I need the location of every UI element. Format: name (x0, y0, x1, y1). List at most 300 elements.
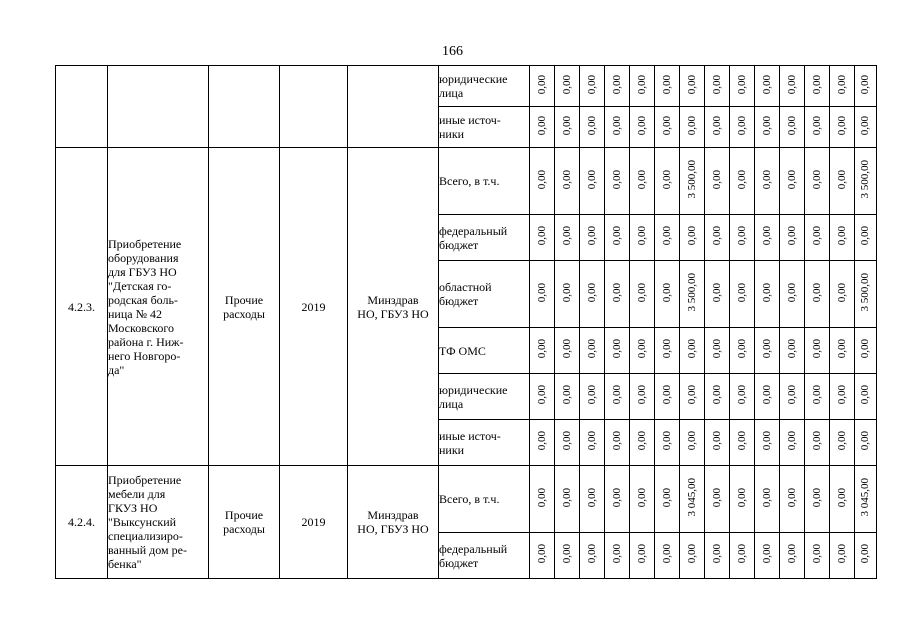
value-cell (655, 148, 680, 215)
value-text: 0,00 (635, 544, 648, 564)
value-cell (605, 466, 630, 533)
value-text: 0,00 (859, 74, 871, 95)
value-cell (630, 148, 655, 215)
value-cell (680, 261, 705, 328)
value-cell (730, 420, 755, 466)
value-text: 0,00 (635, 169, 648, 190)
value-cell (705, 466, 730, 533)
value-cell (605, 215, 630, 261)
value-cell (805, 66, 830, 107)
value-text: 0,00 (810, 339, 823, 359)
value-cell (555, 374, 580, 420)
value-text: 0,00 (635, 282, 648, 303)
value-cell (630, 374, 655, 420)
value-cell (730, 328, 755, 374)
value-cell (580, 66, 605, 107)
value-cell (780, 261, 805, 328)
funding-source: Всего, в т.ч. (439, 466, 530, 533)
value-cell (730, 66, 755, 107)
value-text: 0,00 (810, 385, 823, 405)
value-cell (755, 533, 780, 579)
value-cell (855, 420, 877, 466)
value-cell (755, 374, 780, 420)
value-text: 0,00 (585, 115, 598, 136)
value-text: 0,00 (810, 544, 823, 564)
value-cell (755, 420, 780, 466)
value-text: 0,00 (610, 169, 623, 190)
value-text: 0,00 (585, 339, 598, 359)
value-cell (755, 328, 780, 374)
executor: Минздрав НО, ГБУЗ НО (348, 148, 439, 466)
value-text: 0,00 (710, 385, 723, 405)
value-cell (555, 420, 580, 466)
value-cell (805, 261, 830, 328)
funding-source: юридические лица (439, 66, 530, 107)
value-cell (555, 148, 580, 215)
value-cell (605, 328, 630, 374)
value-text: 0,00 (610, 487, 623, 508)
funding-source: юридические лица (439, 374, 530, 420)
value-cell (630, 533, 655, 579)
value-cell (755, 148, 780, 215)
value-text: 0,00 (810, 487, 823, 508)
value-text: 0,00 (585, 487, 598, 508)
value-text: 0,00 (760, 115, 773, 136)
value-text: 0,00 (835, 385, 848, 405)
funding-source: Всего, в т.ч. (439, 148, 530, 215)
value-text: 0,00 (560, 487, 573, 508)
value-text: 0,00 (710, 431, 723, 451)
expense-type: Прочие расходы (209, 148, 280, 466)
year-cell (280, 66, 348, 148)
value-text: 0,00 (835, 226, 848, 246)
value-cell (705, 148, 730, 215)
value-text: 0,00 (785, 431, 798, 451)
expense-type: Прочие расходы (209, 466, 280, 579)
value-cell (755, 215, 780, 261)
value-text: 0,00 (635, 226, 648, 246)
value-cell (830, 420, 855, 466)
value-text: 0,00 (535, 115, 548, 136)
value-text: 0,00 (660, 169, 673, 190)
funding-source: ТФ ОМС (439, 328, 530, 374)
value-text: 0,00 (660, 544, 673, 564)
num-cell (56, 66, 108, 148)
value-cell (705, 328, 730, 374)
value-cell (780, 374, 805, 420)
value-text: 0,00 (560, 431, 573, 451)
value-text: 0,00 (735, 544, 748, 564)
value-cell (730, 215, 755, 261)
value-cell (705, 420, 730, 466)
value-cell (805, 420, 830, 466)
value-cell (780, 215, 805, 261)
value-text: 0,00 (810, 115, 823, 136)
value-text: 0,00 (635, 431, 648, 451)
value-cell (730, 261, 755, 328)
value-text: 0,00 (535, 431, 548, 451)
value-text: 0,00 (810, 74, 823, 95)
value-cell (680, 148, 705, 215)
value-text: 0,00 (610, 74, 623, 95)
value-cell (830, 107, 855, 148)
value-text: 0,00 (635, 115, 648, 136)
value-text: 0,00 (560, 226, 573, 246)
value-cell (805, 328, 830, 374)
value-cell (680, 328, 705, 374)
value-text: 0,00 (660, 115, 673, 136)
value-cell (630, 66, 655, 107)
value-cell (830, 374, 855, 420)
value-text: 0,00 (735, 169, 748, 190)
value-text: 0,00 (735, 226, 748, 246)
value-cell (580, 107, 605, 148)
value-cell (630, 420, 655, 466)
value-text: 0,00 (535, 226, 548, 246)
value-cell (855, 374, 877, 420)
value-text: 0,00 (835, 544, 848, 564)
value-text: 0,00 (610, 385, 623, 405)
value-text: 0,00 (560, 544, 573, 564)
value-cell (755, 107, 780, 148)
value-text: 0,00 (660, 282, 673, 303)
value-text: 0,00 (835, 487, 848, 508)
value-text: 0,00 (835, 431, 848, 451)
value-text: 0,00 (535, 169, 548, 190)
value-cell (680, 66, 705, 107)
value-cell (680, 420, 705, 466)
value-cell (680, 466, 705, 533)
value-cell (730, 107, 755, 148)
value-text: 0,00 (859, 226, 871, 246)
value-cell (730, 533, 755, 579)
value-text: 0,00 (760, 385, 773, 405)
value-text: 0,00 (660, 339, 673, 359)
value-cell (580, 215, 605, 261)
value-cell (580, 261, 605, 328)
item-year: 2019 (280, 148, 348, 466)
value-cell (780, 533, 805, 579)
value-cell (530, 215, 555, 261)
value-cell (805, 466, 830, 533)
value-cell (530, 420, 555, 466)
value-cell (780, 328, 805, 374)
value-text: 0,00 (760, 282, 773, 303)
value-text: 3 500,00 (859, 273, 871, 312)
value-text: 0,00 (785, 74, 798, 95)
value-text: 0,00 (710, 115, 723, 136)
value-cell (705, 533, 730, 579)
value-cell (530, 466, 555, 533)
value-cell (580, 328, 605, 374)
value-cell (830, 261, 855, 328)
value-text: 0,00 (685, 431, 698, 451)
item-name: Приобретение мебели для ГКУЗ НО "Выксунский специализиро- ванный дом ре- бенка" (108, 466, 209, 579)
value-text: 0,00 (835, 339, 848, 359)
value-text: 0,00 (560, 339, 573, 359)
value-cell (555, 66, 580, 107)
value-text: 0,00 (560, 385, 573, 405)
value-cell (605, 66, 630, 107)
value-text: 0,00 (859, 115, 871, 136)
value-text: 0,00 (635, 339, 648, 359)
value-cell (630, 261, 655, 328)
item-number: 4.2.4. (56, 466, 108, 579)
funding-source: иные источ- ники (439, 420, 530, 466)
value-text: 0,00 (535, 544, 548, 564)
value-cell (630, 107, 655, 148)
value-text: 0,00 (685, 226, 698, 246)
value-text: 0,00 (635, 74, 648, 95)
value-text: 0,00 (560, 169, 573, 190)
value-cell (680, 374, 705, 420)
value-cell (830, 533, 855, 579)
value-text: 0,00 (735, 282, 748, 303)
value-text: 0,00 (660, 487, 673, 508)
value-cell (830, 466, 855, 533)
value-cell (730, 466, 755, 533)
item-year: 2019 (280, 466, 348, 579)
value-text: 0,00 (760, 431, 773, 451)
value-text: 0,00 (585, 169, 598, 190)
type-cell (209, 66, 280, 148)
value-cell (780, 420, 805, 466)
table-row (56, 466, 877, 533)
value-text: 0,00 (585, 544, 598, 564)
value-text: 0,00 (585, 226, 598, 246)
item-number: 4.2.3. (56, 148, 108, 466)
page-number: 166 (442, 44, 463, 59)
value-text: 0,00 (785, 339, 798, 359)
value-cell (605, 261, 630, 328)
value-text: 0,00 (535, 74, 548, 95)
executor: Минздрав НО, ГБУЗ НО (348, 466, 439, 579)
value-text: 0,00 (560, 282, 573, 303)
value-cell (580, 466, 605, 533)
value-text: 0,00 (835, 282, 848, 303)
value-text: 0,00 (835, 74, 848, 95)
value-cell (755, 466, 780, 533)
value-cell (580, 148, 605, 215)
value-cell (705, 66, 730, 107)
value-cell (605, 533, 630, 579)
value-cell (530, 66, 555, 107)
value-text: 0,00 (710, 339, 723, 359)
value-cell (655, 66, 680, 107)
value-text: 0,00 (710, 169, 723, 190)
value-text: 0,00 (710, 487, 723, 508)
value-text: 0,00 (710, 74, 723, 95)
value-cell (530, 328, 555, 374)
value-text: 0,00 (560, 74, 573, 95)
value-text: 0,00 (785, 385, 798, 405)
value-text: 0,00 (735, 487, 748, 508)
value-cell (855, 107, 877, 148)
value-text: 0,00 (859, 431, 871, 451)
value-cell (580, 420, 605, 466)
value-text: 0,00 (710, 226, 723, 246)
value-text: 0,00 (685, 115, 698, 136)
value-cell (555, 328, 580, 374)
value-cell (555, 533, 580, 579)
value-cell (530, 374, 555, 420)
value-cell (655, 328, 680, 374)
value-text: 0,00 (585, 74, 598, 95)
value-text: 0,00 (635, 385, 648, 405)
value-text: 0,00 (610, 431, 623, 451)
value-cell (630, 328, 655, 374)
value-cell (530, 148, 555, 215)
value-cell (530, 533, 555, 579)
value-cell (805, 107, 830, 148)
value-cell (630, 215, 655, 261)
value-text: 0,00 (585, 385, 598, 405)
value-text: 0,00 (835, 169, 848, 190)
value-text: 0,00 (585, 431, 598, 451)
value-text: 0,00 (610, 115, 623, 136)
value-cell (555, 215, 580, 261)
value-text: 0,00 (859, 544, 871, 564)
value-text: 3 500,00 (859, 160, 871, 199)
value-text: 0,00 (785, 487, 798, 508)
value-text: 0,00 (535, 282, 548, 303)
value-text: 0,00 (560, 115, 573, 136)
value-cell (855, 215, 877, 261)
value-cell (855, 261, 877, 328)
value-cell (655, 533, 680, 579)
executor-cell (348, 66, 439, 148)
value-text: 0,00 (535, 339, 548, 359)
table-row (56, 148, 877, 215)
value-text: 3 500,00 (685, 160, 698, 199)
value-cell (780, 66, 805, 107)
value-text: 0,00 (760, 339, 773, 359)
value-text: 0,00 (710, 282, 723, 303)
value-cell (830, 328, 855, 374)
value-text: 0,00 (535, 487, 548, 508)
value-cell (530, 107, 555, 148)
value-cell (555, 466, 580, 533)
value-cell (655, 466, 680, 533)
value-text: 0,00 (810, 169, 823, 190)
value-text: 0,00 (610, 544, 623, 564)
value-cell (630, 466, 655, 533)
value-text: 0,00 (810, 431, 823, 451)
value-cell (780, 148, 805, 215)
value-text: 3 500,00 (685, 273, 698, 312)
value-text: 0,00 (760, 226, 773, 246)
value-cell (555, 261, 580, 328)
value-text: 0,00 (535, 385, 548, 405)
value-text: 0,00 (735, 115, 748, 136)
value-text: 0,00 (735, 385, 748, 405)
value-text: 3 045,00 (859, 478, 871, 517)
value-cell (655, 215, 680, 261)
value-text: 0,00 (810, 282, 823, 303)
value-cell (580, 533, 605, 579)
value-cell (680, 107, 705, 148)
value-cell (855, 466, 877, 533)
value-text: 0,00 (835, 115, 848, 136)
value-cell (655, 261, 680, 328)
value-cell (780, 466, 805, 533)
value-text: 0,00 (610, 339, 623, 359)
value-text: 0,00 (785, 282, 798, 303)
value-text: 0,00 (735, 74, 748, 95)
funding-source: федеральный бюджет (439, 533, 530, 579)
value-text: 0,00 (660, 226, 673, 246)
value-cell (680, 533, 705, 579)
value-cell (855, 533, 877, 579)
table-row (56, 66, 877, 107)
value-cell (705, 107, 730, 148)
value-text: 0,00 (785, 544, 798, 564)
value-cell (605, 107, 630, 148)
value-cell (855, 66, 877, 107)
value-cell (830, 215, 855, 261)
value-cell (655, 374, 680, 420)
value-cell (705, 215, 730, 261)
value-cell (655, 107, 680, 148)
value-cell (805, 533, 830, 579)
value-text: 0,00 (810, 226, 823, 246)
value-cell (555, 107, 580, 148)
name-cell (108, 66, 209, 148)
value-text: 0,00 (859, 339, 871, 359)
value-text: 0,00 (660, 74, 673, 95)
value-cell (705, 374, 730, 420)
value-text: 0,00 (685, 385, 698, 405)
value-text: 0,00 (760, 544, 773, 564)
value-cell (780, 107, 805, 148)
value-text: 3 045,00 (685, 478, 698, 517)
value-text: 0,00 (785, 169, 798, 190)
item-name: Приобретение оборудования для ГБУЗ НО "Детская го- родская боль- ница № 42 Московского района г. Ниж- него Новгоро- да" (108, 148, 209, 466)
value-text: 0,00 (685, 544, 698, 564)
value-cell (855, 148, 877, 215)
value-text: 0,00 (610, 226, 623, 246)
value-text: 0,00 (710, 544, 723, 564)
value-text: 0,00 (760, 169, 773, 190)
value-cell (680, 215, 705, 261)
budget-table (55, 65, 877, 579)
value-cell (655, 420, 680, 466)
value-text: 0,00 (785, 115, 798, 136)
funding-source: федеральный бюджет (439, 215, 530, 261)
value-text: 0,00 (660, 385, 673, 405)
value-cell (605, 374, 630, 420)
value-text: 0,00 (760, 487, 773, 508)
value-text: 0,00 (610, 282, 623, 303)
funding-source: областной бюджет (439, 261, 530, 328)
value-cell (605, 148, 630, 215)
value-cell (705, 261, 730, 328)
value-cell (605, 420, 630, 466)
value-text: 0,00 (660, 431, 673, 451)
value-cell (830, 148, 855, 215)
value-cell (805, 215, 830, 261)
value-text: 0,00 (859, 385, 871, 405)
value-cell (530, 261, 555, 328)
value-cell (830, 66, 855, 107)
value-text: 0,00 (685, 74, 698, 95)
value-cell (730, 374, 755, 420)
value-text: 0,00 (735, 339, 748, 359)
value-cell (805, 148, 830, 215)
value-text: 0,00 (760, 74, 773, 95)
value-cell (855, 328, 877, 374)
value-text: 0,00 (735, 431, 748, 451)
